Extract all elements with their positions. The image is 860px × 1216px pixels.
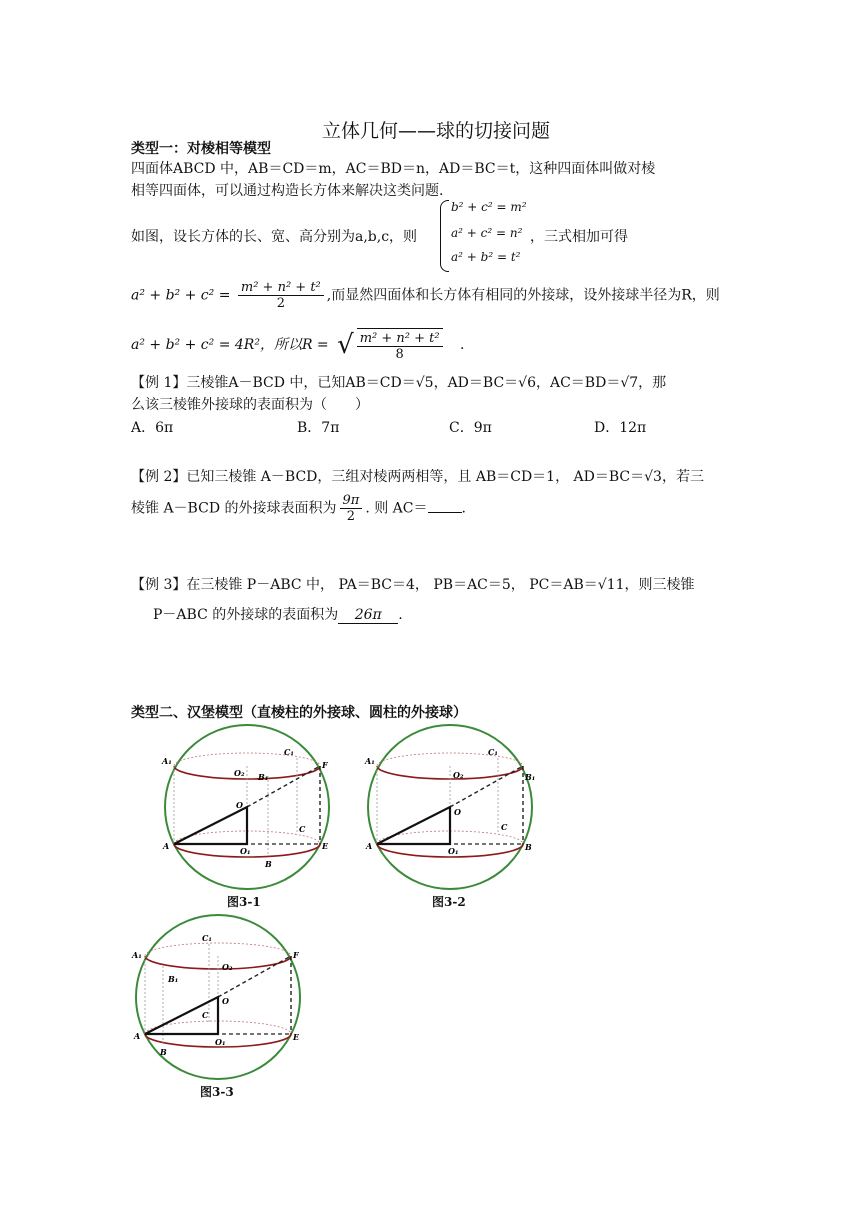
label-a: A: [366, 841, 373, 851]
label-b: B: [525, 842, 532, 852]
example2-question: . 则 AC＝: [365, 500, 428, 517]
label-o2: O₂: [453, 770, 464, 780]
example2-fraction: [340, 493, 363, 524]
figure-3-3: [130, 912, 310, 1098]
label-a1: A₁: [365, 756, 375, 766]
example3-end: .: [398, 607, 403, 623]
label-f: F: [293, 950, 299, 960]
example1-option-a: A．6π: [131, 420, 174, 436]
right-triangle: [377, 807, 450, 844]
label-f: F: [322, 760, 328, 770]
right-triangle: [174, 807, 247, 844]
example2-text: 棱锥 A－BCD 的外接球表面积为: [131, 500, 337, 517]
sum-formula-line: [131, 280, 720, 311]
equation-3: a² + b² = t²: [451, 250, 521, 264]
intro-line-1: 四面体ABCD 中，AB＝CD＝m，AC＝BD＝n，AD＝BC＝t，这种四面体叫做对棱: [131, 161, 656, 177]
radius-numerator: m² + n² + t²: [357, 331, 443, 347]
label-a1: A₁: [132, 950, 142, 960]
example3-line2: [153, 604, 403, 624]
page-title: 立体几何——球的切接问题: [322, 120, 551, 142]
label-o2: O₂: [234, 768, 245, 778]
label-o: O: [222, 996, 229, 1006]
setup-text: 如图，设长方体的长、宽、高分别为a,b,c，则: [131, 229, 418, 245]
example3-answer: 26π: [338, 607, 398, 624]
caption-3-3: 图3-3: [200, 1085, 234, 1099]
label-e: E: [322, 841, 329, 851]
label-b1: B₁: [258, 772, 269, 782]
label-b1: B₁: [168, 974, 179, 984]
label-o1: O₁: [448, 846, 459, 856]
sum-text: ，三式相加可得: [530, 229, 628, 245]
example2-end: .: [461, 500, 466, 517]
sum-lhs: a² + b² + c² =: [131, 287, 231, 304]
equation-1: b² + c² = m²: [451, 200, 527, 214]
example3-line1: 【例 3】在三棱锥 P－ABC 中， PA＝BC＝4， PB＝AC＝5， PC＝AB＝√11，则三棱锥: [131, 577, 695, 593]
radius-denominator: 8: [395, 347, 404, 362]
example2-line1: 【例 2】已知三棱锥 A－BCD，三组对棱两两相等，且 AB＝CD＝1， AD＝BC＝√3，若三: [131, 469, 704, 485]
example3-text: P－ABC 的外接球的表面积为: [153, 607, 339, 623]
example1-option-c: C．9π: [449, 420, 492, 436]
radius-fraction: [357, 328, 443, 362]
label-c1: C₁: [202, 933, 212, 943]
example1-line1: 【例 1】三棱锥A－BCD 中，已知AB＝CD＝√5，AD＝BC＝√6，AC＝BD＝√7，那: [131, 375, 667, 391]
radius-tail: .: [460, 337, 465, 353]
label-o1: O₁: [215, 1037, 226, 1047]
example2-denominator: 2: [346, 509, 356, 524]
sum-fraction: [238, 280, 324, 311]
intro-line-2: 相等四面体，可以通过构造长方体来解决这类问题.: [131, 183, 444, 199]
label-c: C: [299, 824, 306, 834]
system-brace: [440, 200, 449, 272]
sum-tail: ,而显然四面体和长方体有相同的外接球，设外接球半径为R，则: [326, 287, 720, 304]
label-o: O: [454, 807, 461, 817]
label-e: E: [293, 1032, 300, 1042]
equation-2: a² + c² = n²: [451, 226, 523, 240]
label-a: A: [134, 1031, 141, 1041]
example1-option-d: D．12π: [594, 420, 647, 436]
example1-option-b: B．7π: [297, 420, 340, 436]
label-c1: C₁: [488, 747, 498, 757]
caption-3-1: 图3-1: [227, 895, 261, 909]
sqrt-icon: √: [337, 330, 354, 360]
label-b: B: [160, 1047, 167, 1057]
sum-numerator: m² + n² + t²: [238, 280, 324, 296]
label-o1: O₁: [240, 846, 251, 856]
sum-denominator: 2: [276, 296, 285, 311]
label-c1: C₁: [284, 747, 294, 757]
example1-line2: 么该三棱锥外接球的表面积为（ ）: [131, 397, 369, 413]
label-c: C: [202, 1010, 209, 1020]
section-heading-type1: 类型一：对棱相等模型: [131, 141, 271, 157]
label-a: A: [163, 841, 170, 851]
radius-sqrt: [337, 328, 445, 362]
example2-answer-blank[interactable]: [428, 512, 462, 513]
figure-3-2: [362, 722, 542, 908]
label-c: C: [501, 822, 508, 832]
label-b1: B₁: [525, 772, 536, 782]
example2-line2: [131, 493, 466, 524]
label-b: B: [265, 859, 272, 869]
section-heading-type2: 类型二、汉堡模型（直棱柱的外接球、圆柱的外接球）: [131, 705, 467, 721]
label-o: O: [236, 800, 243, 810]
figure-3-1: [160, 722, 340, 908]
label-o2: O₂: [222, 962, 233, 972]
radius-lhs: a² + b² + c² = 4R²，所以R =: [131, 337, 329, 353]
example2-numerator: 9π: [340, 493, 363, 509]
caption-3-2: 图3-2: [432, 895, 466, 909]
radius-formula-line: [131, 328, 464, 362]
label-a1: A₁: [162, 756, 172, 766]
